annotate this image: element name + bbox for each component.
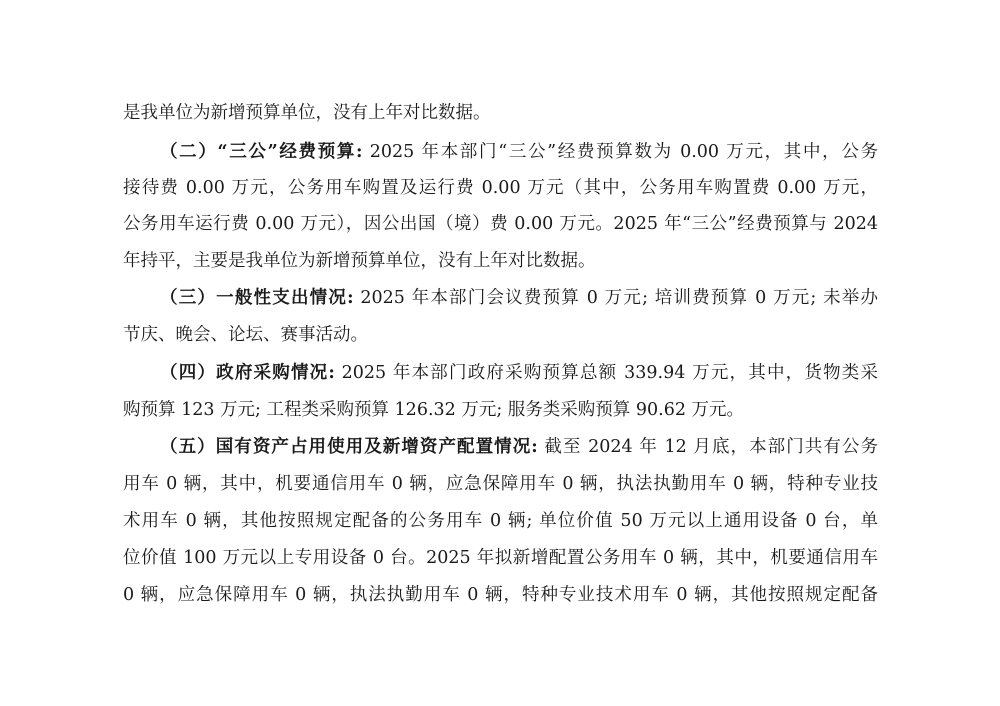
paragraph-line <box>123 249 878 273</box>
line-text: 截至 2024 年 12 月底，本部门共有公务 <box>537 437 878 457</box>
paragraph-line <box>160 435 878 459</box>
section-heading: （五）国有资产占用使用及新增资产配置情况: <box>160 437 538 457</box>
paragraph-line <box>123 546 878 570</box>
paragraph-line <box>123 212 878 236</box>
line-text: 0 辆，应急保障用车 0 辆，执法执勤用车 0 辆，特种专业技术用车 0 辆，其他按照规定配备 <box>123 585 878 605</box>
section-heading: （二）“三公”经费预算: <box>160 142 363 162</box>
paragraph-line <box>160 140 878 164</box>
paragraph-line <box>160 286 878 310</box>
paragraph-line <box>123 323 878 347</box>
line-text: 位价值 100 万元以上专用设备 0 台。2025 年拟新增配置公务用车 0 辆，其中，机要通信用车 <box>123 548 878 568</box>
line-text: 节庆、晚会、论坛、赛事活动。 <box>123 325 368 345</box>
line-text: 公务用车运行费 0.00 万元），因公出国（境）费 0.00 万元。2025 年“三公”经费预算与 2024 <box>123 214 878 234</box>
line-text: 用车 0 辆，其中，机要通信用车 0 辆，应急保障用车 0 辆，执法执勤用车 0 辆，特种专业技 <box>123 474 878 494</box>
line-text: 购预算 123 万元; 工程类采购预算 126.32 万元; 服务类采购预算 90.62 万元。 <box>123 400 745 420</box>
line-text: 是我单位为新增预算单位，没有上年对比数据。 <box>123 103 491 123</box>
paragraph-line <box>123 509 878 533</box>
line-text: 接待费 0.00 万元，公务用车购置及运行费 0.00 万元（其中，公务用车购置费 0.00 万元， <box>123 178 878 198</box>
line-text: 2025 年本部门政府采购预算总额 339.94 万元，其中，货物类采 <box>334 363 878 383</box>
line-text: 术用车 0 辆，其他按照规定配备的公务用车 0 辆; 单位价值 50 万元以上通用设备 0 台，单 <box>123 511 878 531</box>
paragraph-line <box>160 361 878 385</box>
paragraph-line <box>123 472 878 496</box>
paragraph-line <box>123 176 878 200</box>
paragraph-line <box>123 398 878 422</box>
paragraph-line <box>123 101 878 125</box>
paragraph-line <box>123 583 878 607</box>
line-text: 2025 年本部门会议费预算 0 万元; 培训费预算 0 万元; 未举办 <box>353 288 878 308</box>
line-text: 2025 年本部门“三公”经费预算数为 0.00 万元，其中，公务 <box>362 142 878 162</box>
section-heading: （四）政府采购情况: <box>160 363 335 383</box>
line-text: 年持平，主要是我单位为新增预算单位，没有上年对比数据。 <box>123 251 596 271</box>
section-heading: （三）一般性支出情况: <box>160 288 354 308</box>
